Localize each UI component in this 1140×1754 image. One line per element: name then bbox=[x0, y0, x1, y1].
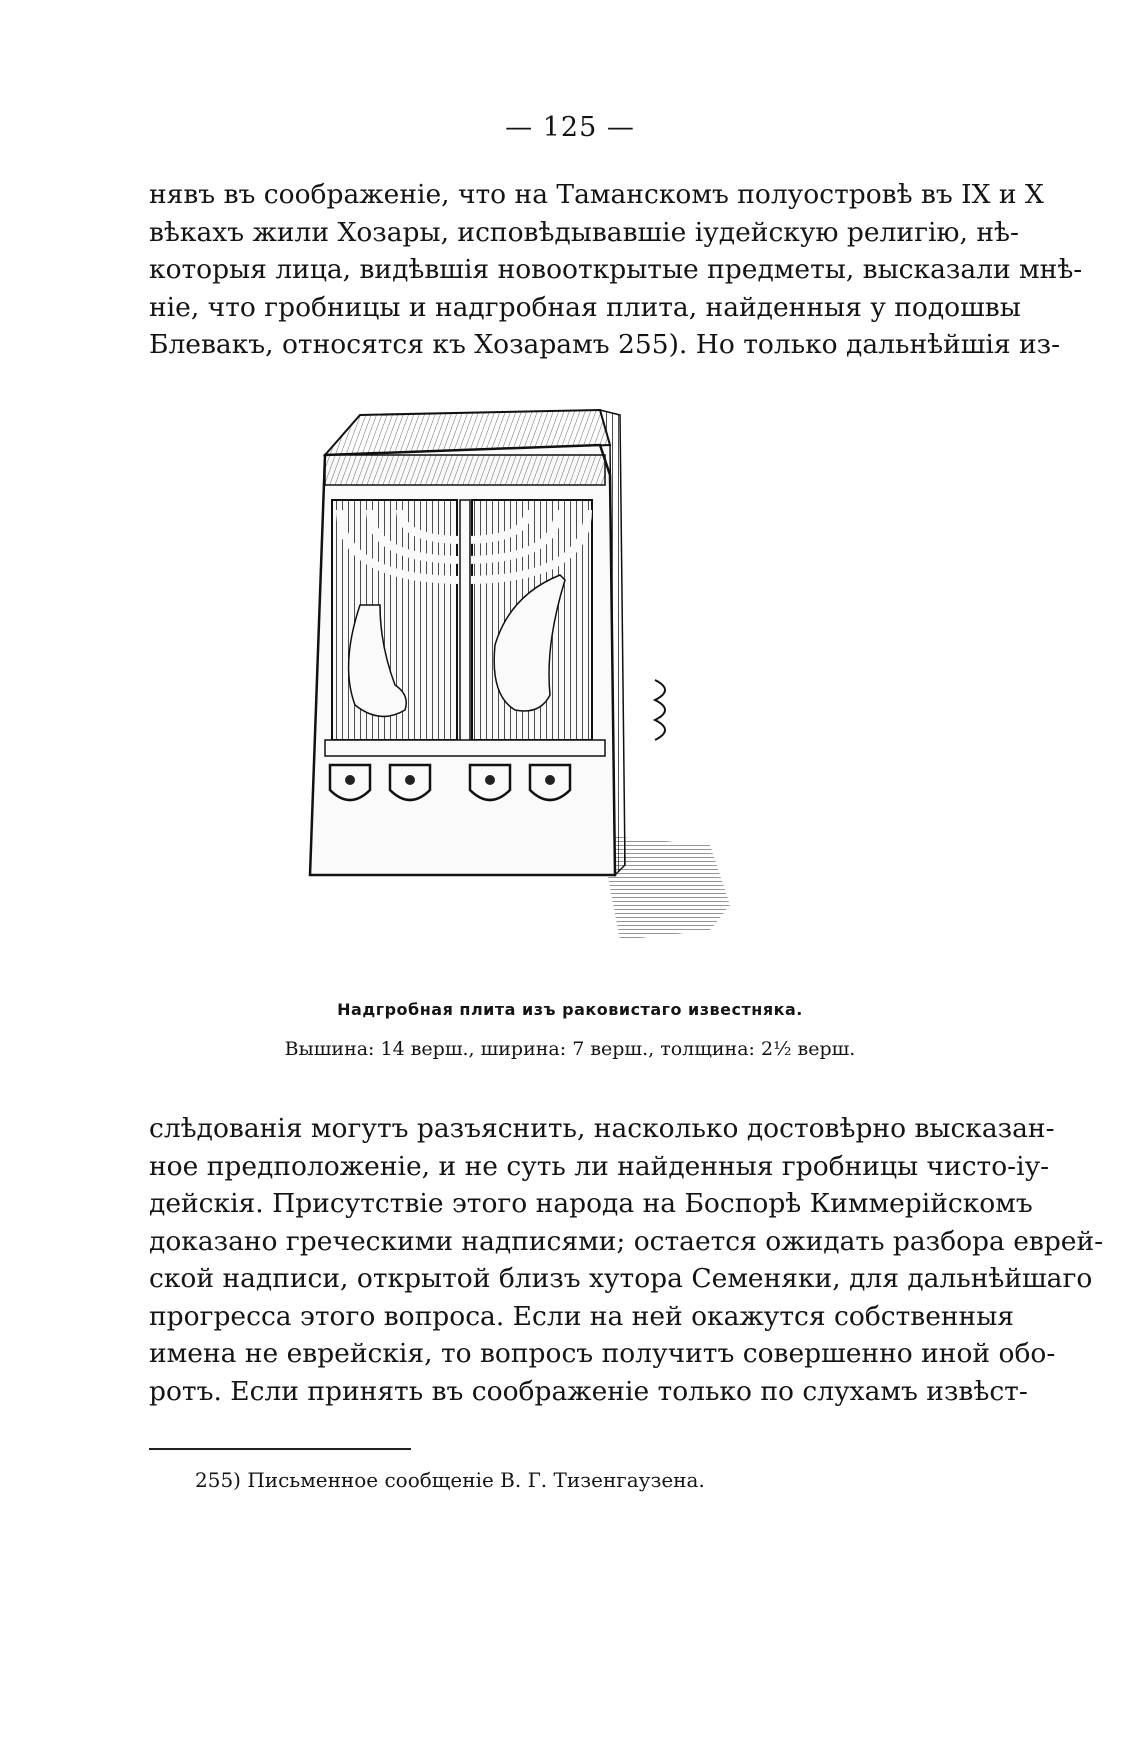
gravestone-illustration bbox=[300, 405, 800, 985]
text-line: ской надписи, открытой близъ хутора Семеняки, для дальнѣйшаго bbox=[149, 1263, 1093, 1294]
page-number: — 125 — bbox=[505, 112, 635, 143]
menorah-slab-engraving bbox=[300, 405, 800, 985]
text-line: имена не еврейскія, то вопросъ получитъ совершенно иной обо- bbox=[149, 1338, 1056, 1369]
text-line: дейскія. Присутствіе этого народа на Боспорѣ Киммерійскомъ bbox=[149, 1188, 1033, 1219]
paragraph-top bbox=[149, 176, 1083, 364]
text-line: доказано греческими надписями; остается ожидать разбора еврей- bbox=[149, 1225, 1104, 1257]
text-line: ное предположеніе, и не суть ли найденныя гробницы чисто-іу- bbox=[149, 1150, 1050, 1182]
text-line: вѣкахъ жили Хозары, исповѣдывавшіе іудейскую религію, нѣ- bbox=[149, 216, 1019, 248]
text-line: слѣдованія могутъ разъяснить, насколько достовѣрно высказан- bbox=[149, 1113, 1055, 1144]
text-line: прогресса этого вопроса. Если на ней окажутся собственныя bbox=[149, 1300, 1015, 1332]
text-line: ніе, что гробницы и надгробная плита, найденныя у подошвы bbox=[149, 291, 1021, 323]
footnote-separator bbox=[149, 1448, 411, 1450]
figure-caption-title: Надгробная плита изъ раковистаго известняка. bbox=[337, 1000, 803, 1019]
text-line: нявъ въ соображеніе, что на Таманскомъ полуостровѣ въ IX и X bbox=[149, 179, 1044, 210]
paragraph-bottom bbox=[149, 1110, 1104, 1410]
text-line: ротъ. Если принять въ соображеніе только по слухамъ извѣст- bbox=[149, 1375, 1028, 1407]
text-line: Блевакъ, относятся къ Хозарамъ 255). Но только дальнѣйшія из- bbox=[149, 329, 1061, 360]
footnote: 255) Письменное сообщеніе В. Г. Тизенгаузена. bbox=[195, 1468, 705, 1492]
text-line: которыя лица, видѣвшія новооткрытые предметы, высказали мнѣ- bbox=[149, 254, 1083, 285]
figure-caption-dimensions: Вышина: 14 верш., ширина: 7 верш., толщина: 2½ верш. bbox=[284, 1038, 856, 1060]
